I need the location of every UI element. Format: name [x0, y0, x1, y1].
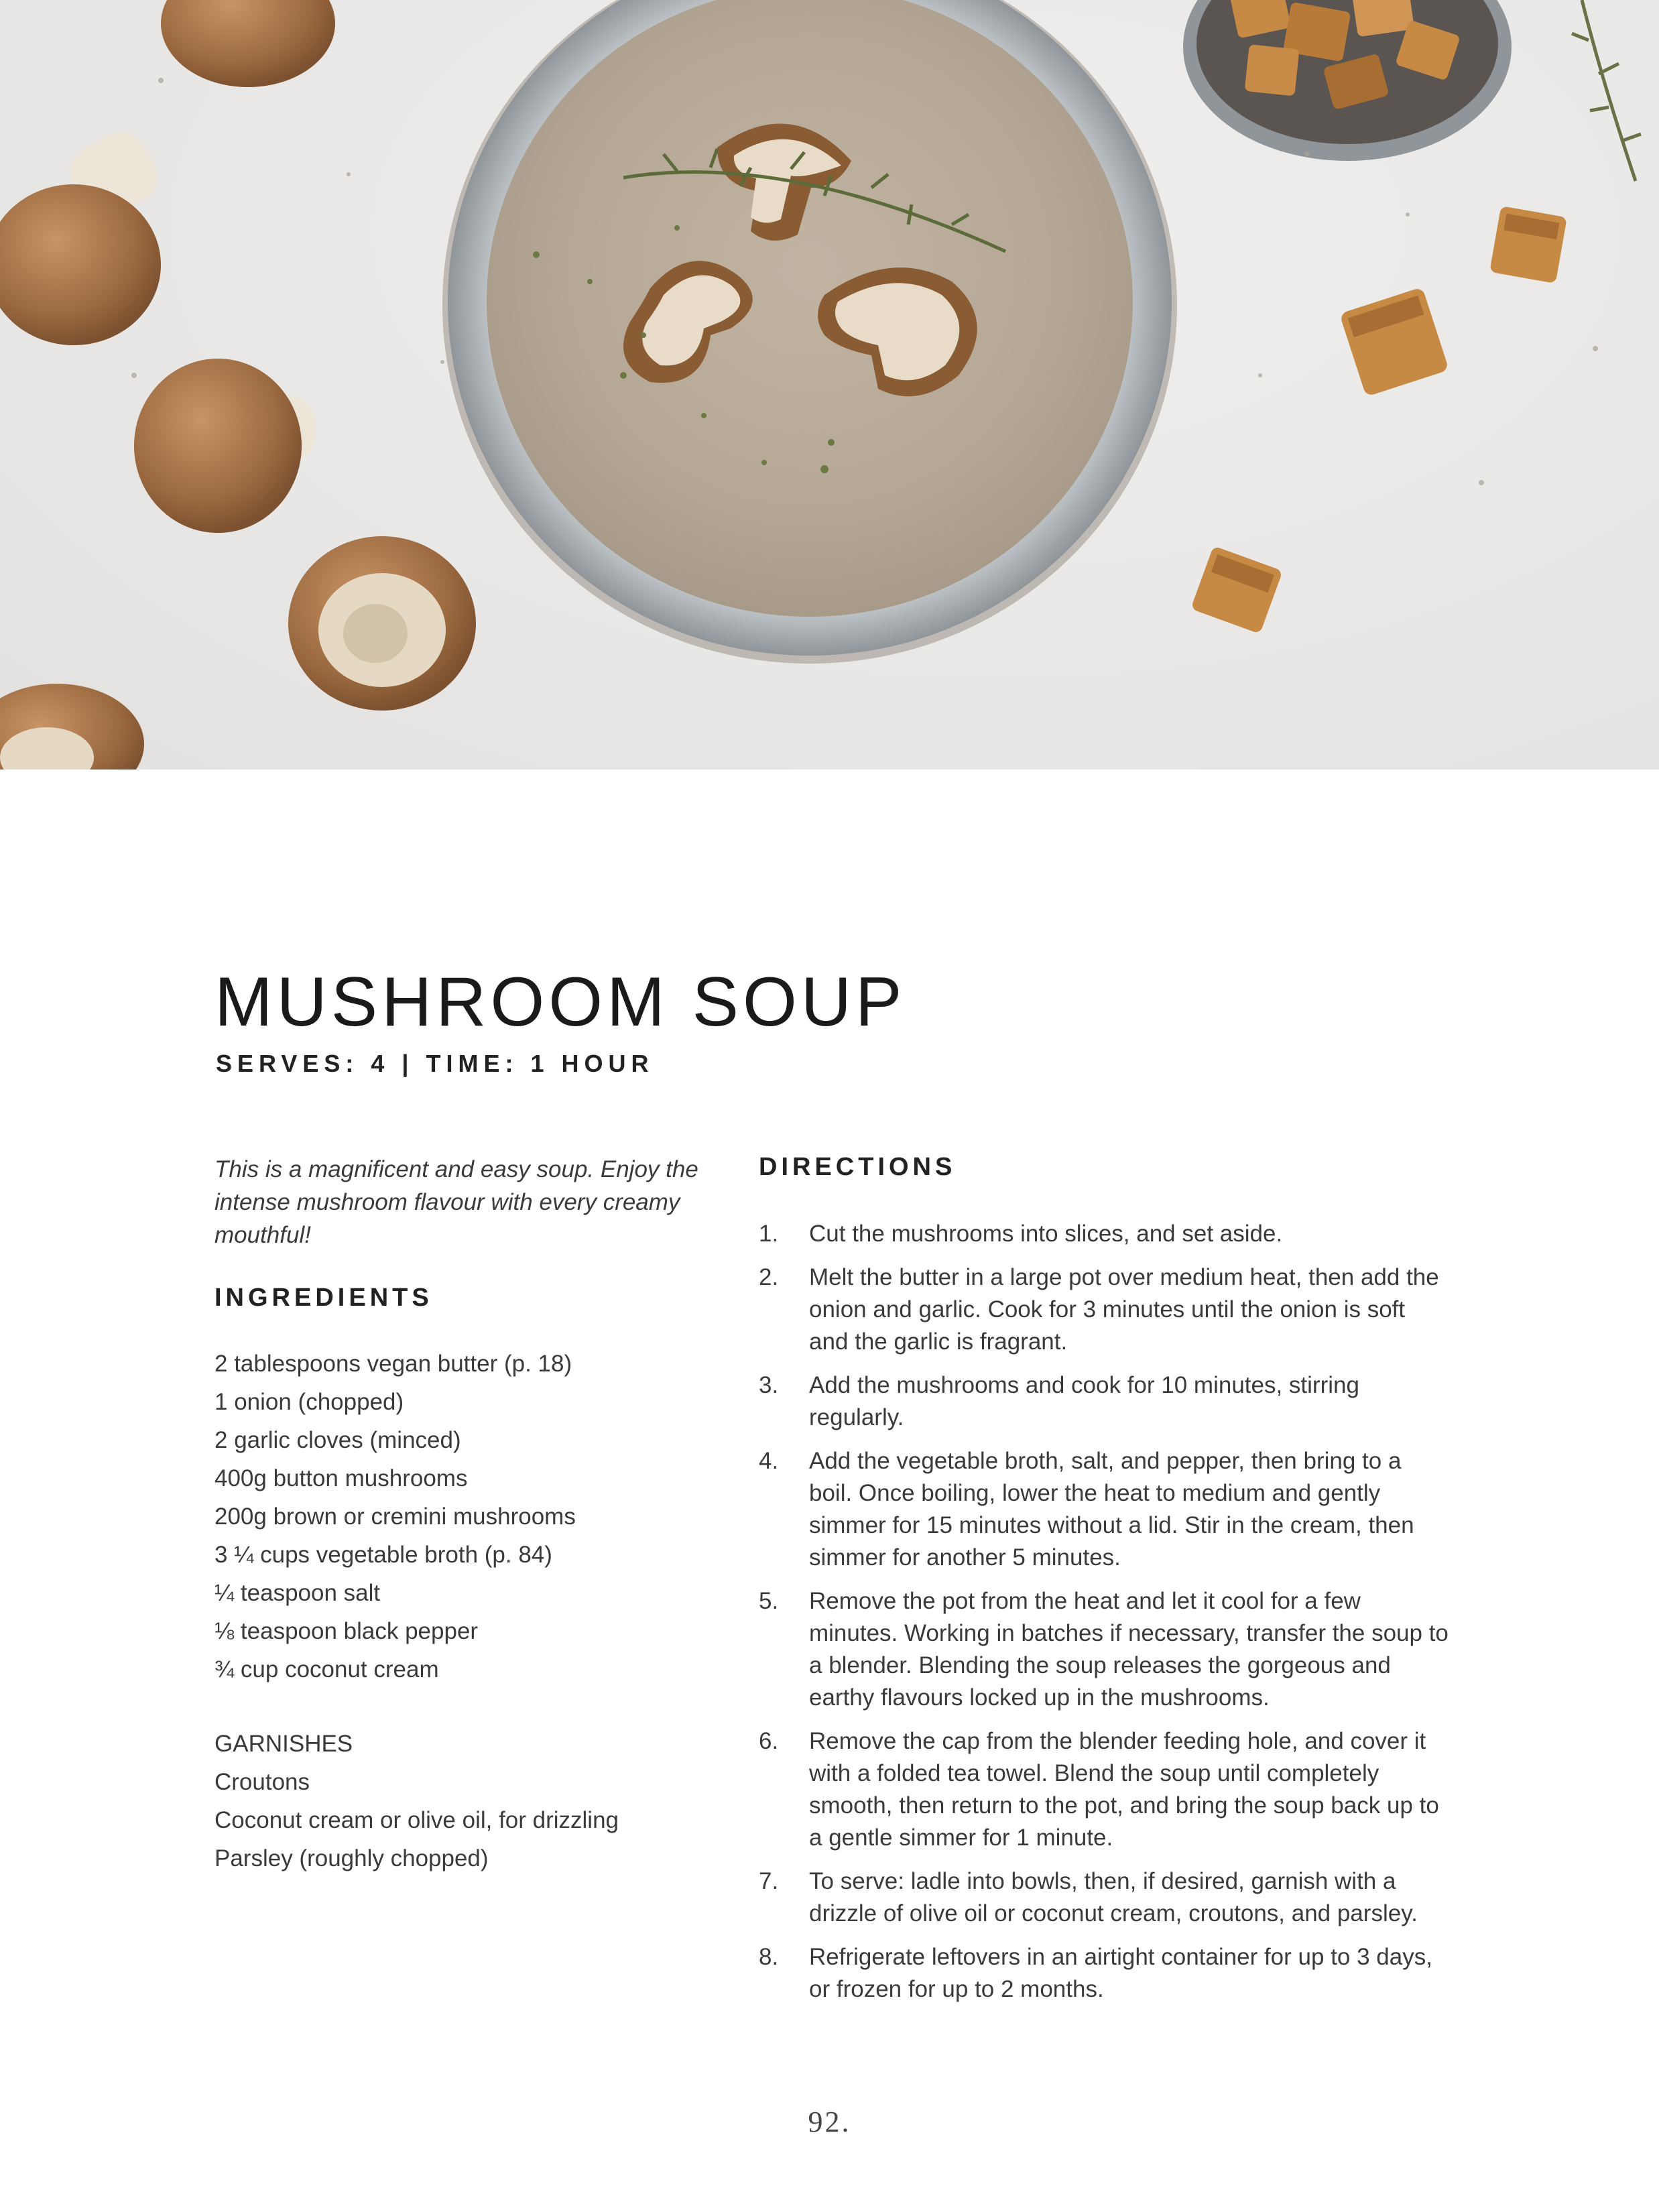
direction-step [759, 1585, 1449, 1714]
direction-step [759, 1262, 1449, 1358]
garnish-item: Parsley (roughly chopped) [214, 1845, 489, 1871]
soup-bowl [442, 0, 1177, 664]
hero-photo [0, 0, 1659, 770]
step-number: 8. [759, 1944, 779, 1970]
step-text: To serve: ladle into bowls, then, if desired, garnish with a drizzle of olive oil or coconut cream, croutons, and parsley. [809, 1868, 1418, 1926]
step-text: Remove the pot from the heat and let it cool for a few minutes. Working in batches if necessary, transfer the soup to a blender. Blending the soup releases the gorgeous and earthy flavours locked up in the mushrooms. [809, 1588, 1449, 1711]
ingredient-item: 400g button mushrooms [214, 1465, 468, 1491]
croutons-bowl [1183, 0, 1512, 161]
mushroom [161, 0, 335, 87]
step-text: Add the vegetable broth, salt, and pepper, then bring to a boil. Once boiling, lower the heat to medium and gently simmer for 15 minutes without a lid. Stir in the cream, then simmer for another 5 minutes. [809, 1448, 1414, 1571]
ingredient-item: 2 tablespoons vegan butter (p. 18) [214, 1351, 572, 1377]
step-text: Melt the butter in a large pot over medium heat, then add the onion and garlic. Cook for 3 minutes until the onion is soft and the garlic is fragrant. [809, 1264, 1439, 1355]
ingredients-list [214, 1345, 724, 1688]
step-number: 5. [759, 1588, 779, 1614]
crouton [1339, 287, 1449, 397]
step-number: 6. [759, 1728, 779, 1754]
step-text: Cut the mushrooms into slices, and set aside. [809, 1221, 1283, 1247]
direction-step [759, 1725, 1449, 1854]
crouton [1190, 546, 1283, 634]
recipe-intro: This is a magnificent and easy soup. Enjoy the intense mushroom flavour with every creamy mouthful! [214, 1156, 698, 1248]
step-number: 3. [759, 1372, 779, 1398]
step-text: Add the mushrooms and cook for 10 minutes, stirring regularly. [809, 1372, 1359, 1430]
direction-step [759, 1445, 1449, 1574]
direction-step [759, 1941, 1449, 2006]
step-text: Refrigerate leftovers in an airtight container for up to 3 days, or frozen for up to 2 months. [809, 1944, 1432, 2002]
page-number: 92. [808, 2105, 851, 2138]
ingredient-item: 200g brown or cremini mushrooms [214, 1503, 576, 1530]
mushroom [0, 122, 167, 345]
left-column [214, 1153, 724, 1878]
direction-step [759, 1218, 1449, 1250]
ingredient-item: ¼ teaspoon salt [214, 1580, 381, 1606]
garnish-item: Coconut cream or olive oil, for drizzling [214, 1807, 619, 1833]
mushroom [288, 536, 476, 711]
garnishes-list [214, 1763, 724, 1878]
step-number: 7. [759, 1868, 779, 1894]
soup-bowl-photo [0, 0, 1659, 770]
recipe-subtitle: SERVES: 4 | TIME: 1 HOUR [216, 1050, 654, 1077]
ingredient-item: ¾ cup coconut cream [214, 1656, 439, 1682]
crouton [1489, 206, 1567, 284]
ingredients-heading: INGREDIENTS [214, 1284, 433, 1312]
directions-list [759, 1218, 1449, 2006]
garnish-item: Croutons [214, 1769, 310, 1795]
recipe-title: MUSHROOM SOUP [214, 963, 906, 1041]
direction-step [759, 1865, 1449, 1930]
directions-heading: DIRECTIONS [759, 1153, 957, 1181]
mushroom [0, 684, 144, 770]
step-number: 4. [759, 1448, 779, 1474]
step-number: 2. [759, 1264, 779, 1290]
mushroom [134, 359, 315, 533]
ingredient-item: 3 ¼ cups vegetable broth (p. 84) [214, 1542, 552, 1568]
garnishes-heading: GARNISHES [214, 1731, 353, 1757]
right-column [759, 1153, 1449, 2017]
ingredient-item: 2 garlic cloves (minced) [214, 1427, 461, 1453]
step-number: 1. [759, 1221, 779, 1247]
step-text: Remove the cap from the blender feeding hole, and cover it with a folded tea towel. Blend the soup until completely smooth, then return to the pot, and bring the soup back up to a gentle simmer for 1 minute. [809, 1728, 1439, 1851]
ingredient-item: 1 onion (chopped) [214, 1389, 404, 1415]
direction-step [759, 1369, 1449, 1434]
thyme-sprig [1572, 0, 1641, 181]
ingredient-item: ⅛ teaspoon black pepper [214, 1618, 479, 1644]
